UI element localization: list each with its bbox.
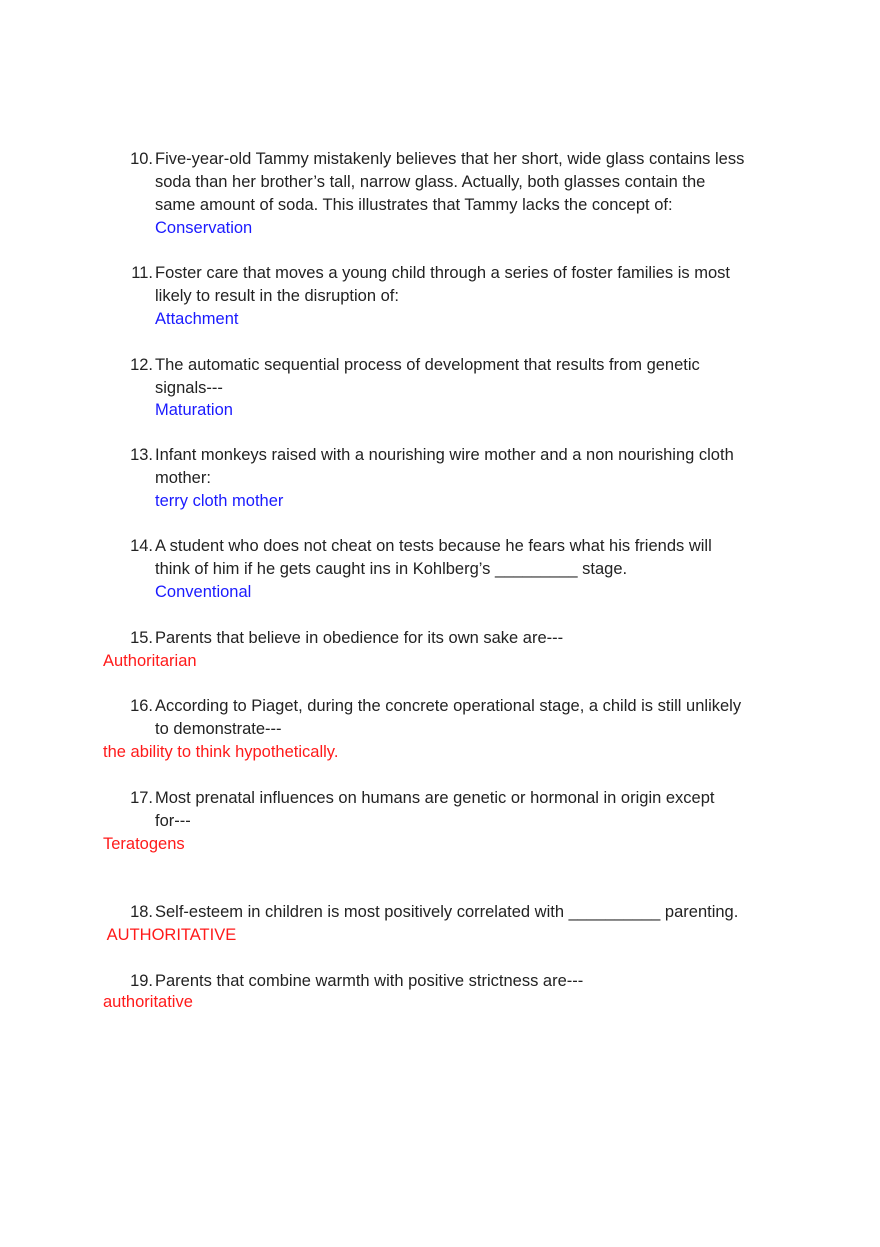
question-number: 14. (130, 537, 153, 555)
question-text: Most prenatal influences on humans are genetic or hormonal in origin except for--- (155, 789, 715, 830)
question-number: 15. (130, 629, 153, 647)
answer-text: Maturation (155, 401, 233, 419)
question-number: 18. (130, 903, 153, 921)
question-text: The automatic sequential process of development that results from genetic signals--- (155, 356, 700, 397)
question-number: 19. (130, 972, 153, 990)
question-number: 10. (130, 150, 153, 168)
answer-text: Conservation (155, 219, 253, 237)
answer-text: Teratogens (103, 835, 185, 853)
question-text: Self-esteem in children is most positively correlated with __________ parenting. (155, 903, 739, 921)
question-number: 17. (130, 789, 153, 807)
question-text: Parents that believe in obedience for its own sake are--- (155, 629, 564, 647)
question-text: According to Piaget, during the concrete operational stage, a child is still unlikely to demonstrate--- (155, 697, 742, 738)
question-text: Parents that combine warmth with positive strictness are--- (155, 972, 584, 990)
question-number: 11. (131, 264, 153, 282)
question-number: 16. (130, 697, 153, 715)
answer-text: Authoritarian (103, 652, 197, 670)
answer-text: Attachment (155, 310, 239, 328)
answer-text: terry cloth mother (155, 492, 284, 510)
question-number: 13. (130, 446, 153, 464)
question-text: Five-year-old Tammy mistakenly believes that her short, wide glass contains less soda than her brother’s tall, narrow glass. Actually, both glasses contain the same amount of soda. This illustrates that Tammy lacks the concept of: (155, 150, 745, 214)
answer-text: Conventional (155, 583, 252, 601)
answer-text: authoritative (103, 993, 193, 1011)
question-text: Foster care that moves a young child through a series of foster families is most likely to result in the disruption of: (155, 264, 731, 305)
question-text: A student who does not cheat on tests because he fears what his friends will think of him if he gets caught ins in Kohlberg’s _________ stage. (155, 537, 712, 578)
question-number: 12. (130, 356, 153, 374)
answer-text: the ability to think hypothetically. (103, 743, 339, 761)
question-text: Infant monkeys raised with a nourishing wire mother and a non nourishing cloth mother: (155, 446, 734, 487)
answer-text: AUTHORITATIVE (103, 926, 237, 944)
